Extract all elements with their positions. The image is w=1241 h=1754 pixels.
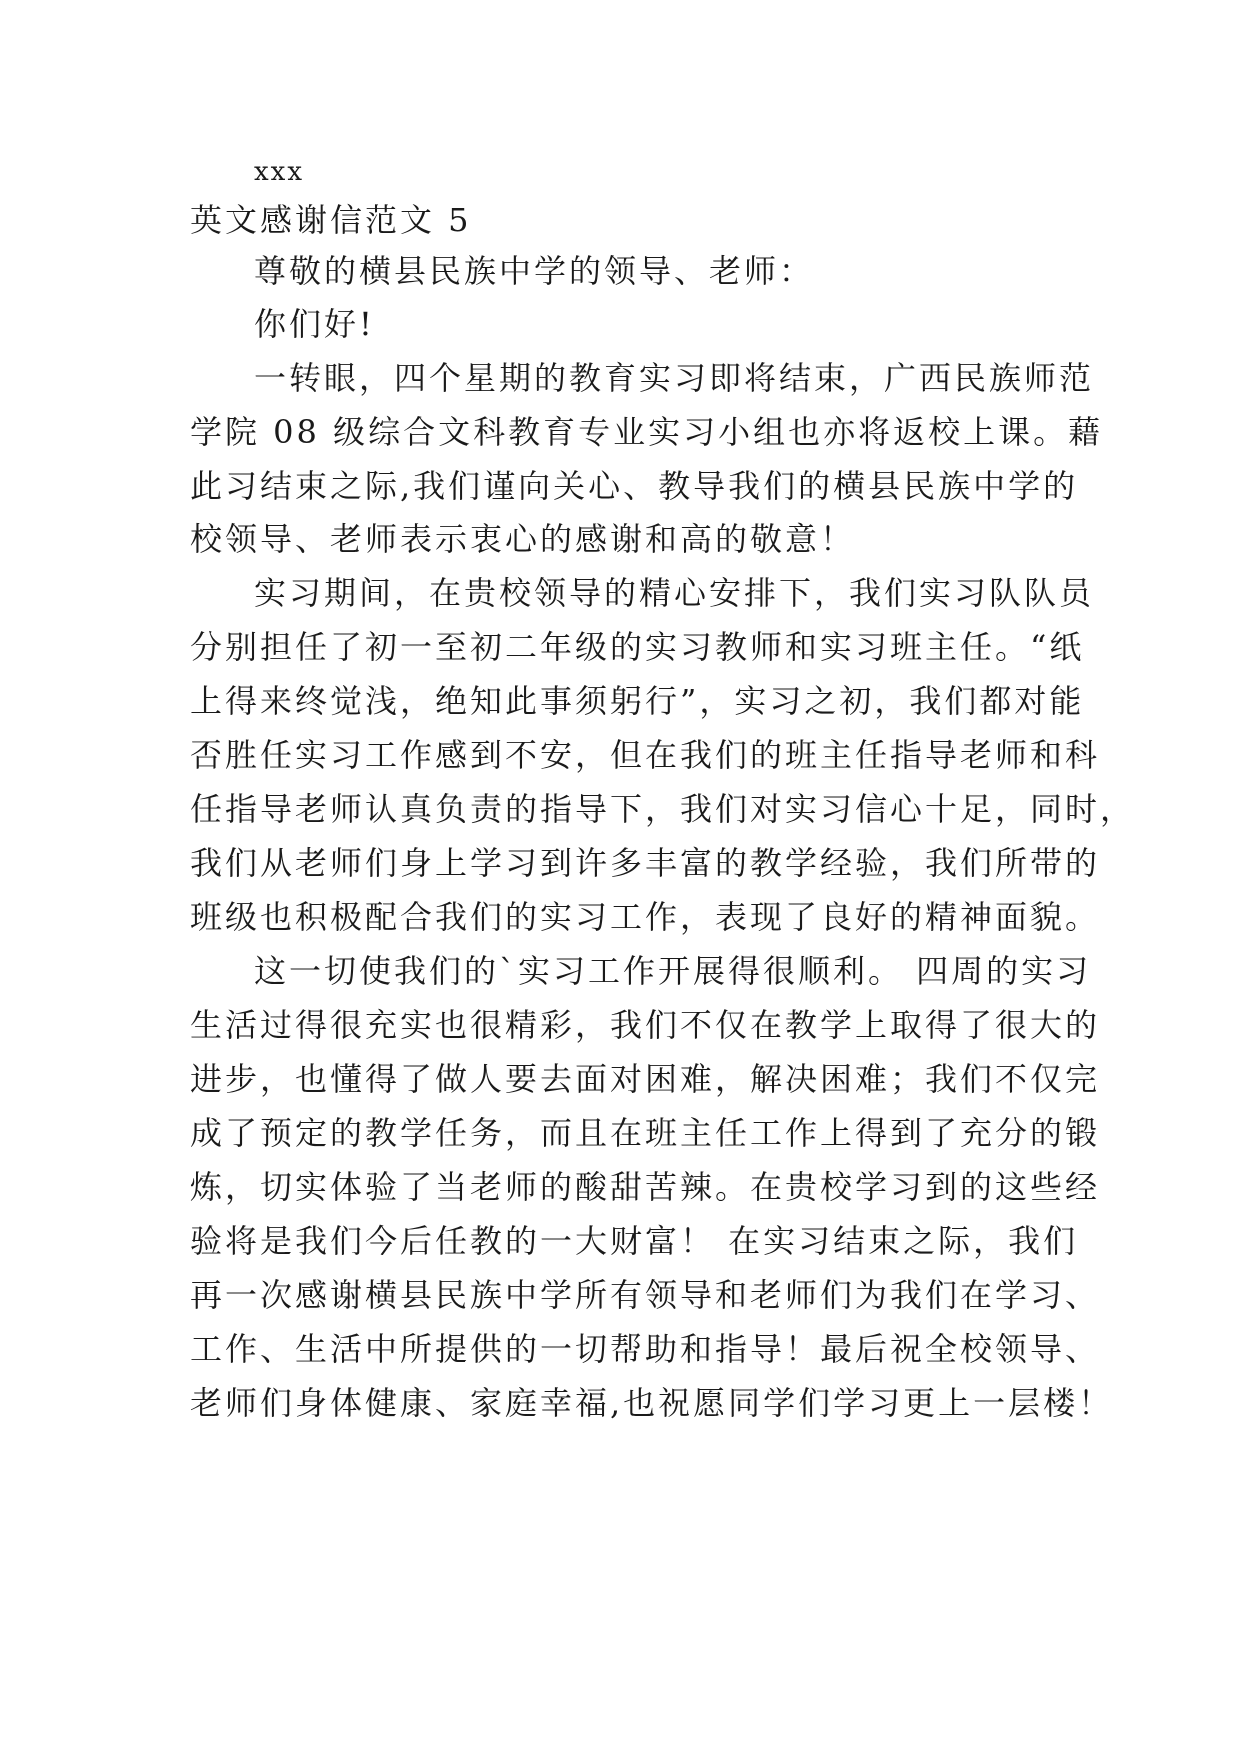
body-line: 再一次感谢横县民族中学所有领导和老师们为我们在学习、 xyxy=(190,1276,1101,1314)
body-line: 我们从老师们身上学习到许多丰富的教学经验，我们所带的 xyxy=(190,844,1101,882)
body-line: 任指导老师认真负责的指导下，我们对实习信心十足，同时， xyxy=(190,790,1136,828)
body-line: 工作、生活中所提供的一切帮助和指导！最后祝全校领导、 xyxy=(190,1330,1101,1368)
body-line: 生活过得很充实也很精彩，我们不仅在教学上取得了很大的 xyxy=(190,1006,1101,1044)
body-line: 班级也积极配合我们的实习工作，表现了良好的精神面貌。 xyxy=(190,898,1101,936)
body-line: 验将是我们今后任教的一大财富！ 在实习结束之际，我们 xyxy=(190,1222,1079,1260)
body-line: 分别担任了初一至初二年级的实习教师和实习班主任。“纸 xyxy=(190,628,1085,666)
body-line: 成了预定的教学任务，而且在班主任工作上得到了充分的锻 xyxy=(190,1114,1101,1152)
body-line: 此习结束之际,我们谨向关心、教导我们的横县民族中学的 xyxy=(190,467,1079,505)
body-line: 校领导、老师表示衷心的感谢和高的敬意！ xyxy=(190,520,856,558)
body-line: 这一切使我们的`实习工作开展得很顺利。 四周的实习 xyxy=(254,952,1092,990)
signature: xxx xyxy=(254,157,304,187)
body-line: 进步，也懂得了做人要去面对困难，解决困难；我们不仅完 xyxy=(190,1060,1101,1098)
body-line: 上得来终觉浅，绝知此事须躬行”，实习之初，我们都对能 xyxy=(190,682,1085,720)
document-title: 英文感谢信范文 5 xyxy=(190,201,472,239)
body-line: 一转眼，四个星期的教育实习即将结束，广西民族师范 xyxy=(254,359,1095,397)
greeting: 你们好! xyxy=(254,305,375,343)
body-line: 实习期间，在贵校领导的精心安排下，我们实习队队员 xyxy=(254,574,1095,612)
body-line: 学院 08 级综合文科教育专业实习小组也亦将返校上课。藉 xyxy=(190,413,1104,451)
salutation: 尊敬的横县民族中学的领导、老师： xyxy=(254,252,815,290)
body-line: 老师们身体健康、家庭幸福,也祝愿同学们学习更上一层楼！ xyxy=(190,1384,1114,1422)
body-line: 否胜任实习工作感到不安，但在我们的班主任指导老师和科 xyxy=(190,736,1101,774)
body-line: 炼，切实体验了当老师的酸甜苦辣。在贵校学习到的这些经 xyxy=(190,1168,1101,1206)
